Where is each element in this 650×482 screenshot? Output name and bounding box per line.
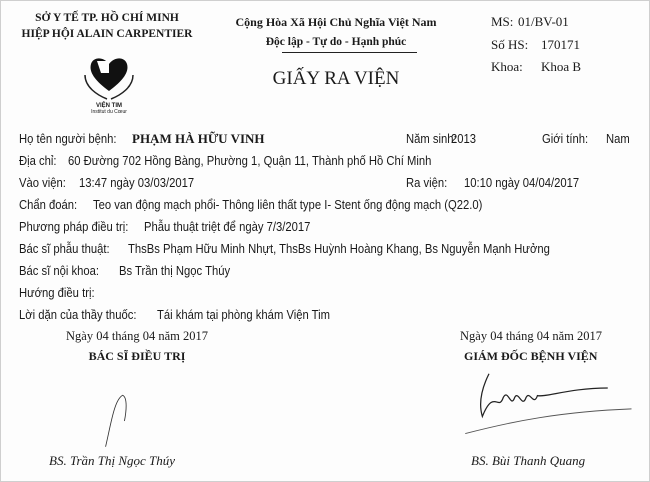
diagnosis-value: Teo van động mạch phổi- Thông liên thất type I- Stent ống động mạch (Q22.0) (93, 198, 483, 212)
birth-value: 2013 (451, 132, 477, 146)
advice-label: Lời dặn của thầy thuốc: (19, 308, 137, 322)
vien-tim-logo (79, 51, 139, 121)
republic-name: Cộng Hòa Xã Hội Chủ Nghĩa Việt Nam (235, 15, 437, 29)
surgeons-label: Bác sĩ phẫu thuật: (19, 242, 110, 256)
ms-value: 01/BV-01 (518, 14, 569, 29)
page-title: GIẤY RA VIỆN (272, 68, 400, 89)
address-label: Địa chỉ: (19, 154, 57, 168)
method-label: Phương pháp điều trị: (19, 220, 129, 234)
association-name: HIỆP HỘI ALAIN CARPENTIER (21, 28, 193, 40)
khoa-value: Khoa B (541, 59, 582, 74)
patient-name: PHẠM HÀ HỮU VINH (132, 131, 265, 146)
right-signer-name: BS. Bùi Thanh Quang (471, 453, 586, 468)
left-sign-date: Ngày 04 tháng 04 năm 2017 (66, 329, 208, 343)
right-signature-icon (451, 369, 641, 445)
discharge-value: 10:10 ngày 04/04/2017 (464, 176, 580, 190)
internist-value: Bs Trần thị Ngọc Thúy (119, 264, 231, 278)
left-sign-role: BÁC SĨ ĐIỀU TRỊ (88, 349, 186, 363)
admit-value: 13:47 ngày 03/03/2017 (79, 176, 195, 190)
gender-value: Nam (606, 132, 630, 146)
motto: Độc lập - Tự do - Hạnh phúc (265, 36, 407, 48)
left-signer-name: BS. Trần Thị Ngọc Thúy (49, 453, 176, 468)
gender-label: Giới tính: (542, 132, 589, 146)
internist-label: Bác sĩ nội khoa: (19, 264, 100, 278)
birth-label: Năm sinh: (406, 132, 457, 146)
dept-name: SỞ Y TẾ TP. HỒ CHÍ MINH (35, 12, 179, 24)
logo-text: VIỆN TIM (95, 103, 122, 109)
discharge-label: Ra viện: (406, 176, 448, 190)
diagnosis-label: Chẩn đoán: (19, 198, 78, 212)
name-label: Họ tên người bệnh: (19, 132, 117, 146)
shs-value: 170171 (541, 37, 580, 52)
ms-label: MS: (491, 14, 514, 29)
method-value: Phẫu thuật triệt để ngày 7/3/2017 (144, 220, 311, 234)
surgeons-value: ThsBs Phạm Hữu Minh Nhựt, ThsBs Huỳnh Hoàng Khang, Bs Nguyễn Mạnh Hưởng (128, 242, 550, 256)
motto-underline (282, 52, 417, 53)
advice-value: Tái khám tại phòng khám Viện Tim (157, 308, 331, 322)
shs-label: Số HS: (491, 37, 529, 52)
right-sign-role: GIÁM ĐỐC BỆNH VIỆN (464, 349, 598, 363)
address-value: 60 Đường 702 Hồng Bàng, Phường 1, Quận 11, Thành phố Hồ Chí Minh (68, 154, 432, 168)
left-signature-icon (91, 391, 151, 451)
khoa-label: Khoa: (491, 59, 523, 74)
heart-hands-icon (79, 51, 139, 103)
admit-label: Vào viện: (19, 176, 66, 190)
direction-label: Hướng điều trị: (19, 286, 95, 300)
right-sign-date: Ngày 04 tháng 04 năm 2017 (460, 329, 602, 343)
logo-subtext: Institut du Cœur (91, 109, 127, 115)
